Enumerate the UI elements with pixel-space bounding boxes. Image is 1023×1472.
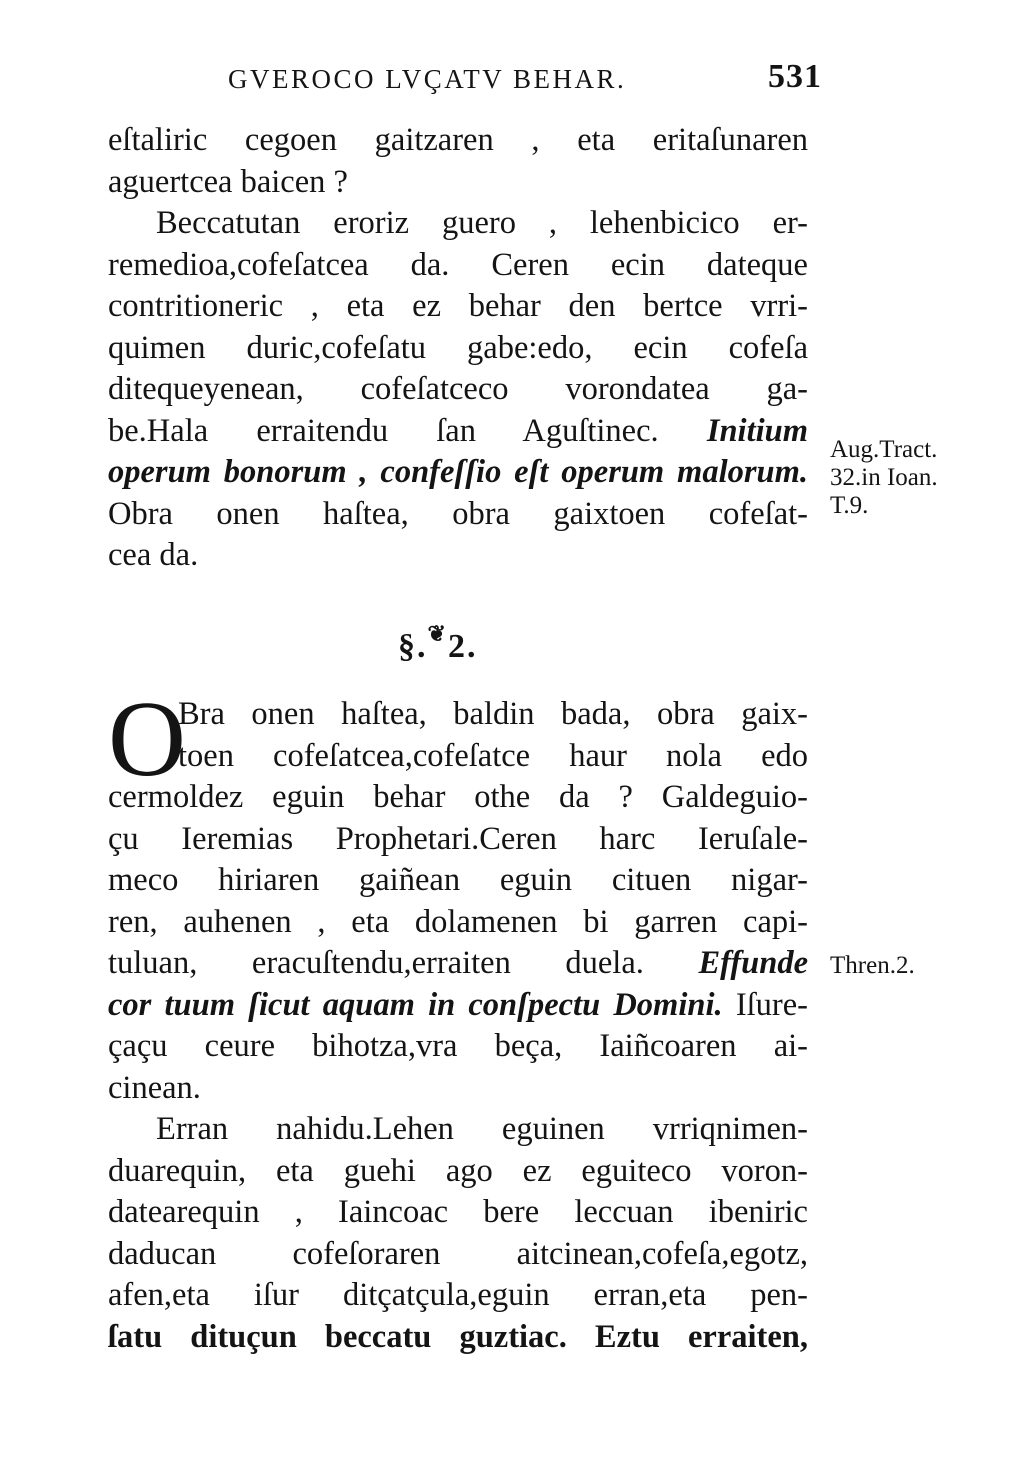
margin-note-line: 32.in Ioan. — [830, 464, 938, 491]
text-run: be.Hala erraitendu ſan Aguſtinec. — [108, 412, 659, 449]
drop-cap: O — [108, 680, 186, 799]
text-line: Bra onen haſtea, baldin bada, obra gaix- — [178, 696, 808, 732]
text-line — [108, 985, 808, 1027]
paragraph-block-1 — [108, 120, 808, 577]
text-line: aguertcea baicen ? — [108, 163, 348, 200]
text-line: ren, auhenen , eta dolamenen bi garren capi- — [108, 903, 808, 940]
text-line: afen,eta iſur ditçatçula,eguin erran,eta pen- — [108, 1277, 808, 1313]
margin-note-line: Aug.Tract. — [830, 436, 938, 463]
text-run: tuluan, eracuſtendu,erraiten duela. — [108, 945, 644, 981]
text-line: eſtaliric cegoen gaitzaren , eta eritaſunaren — [108, 122, 808, 158]
text-line: cinean. — [108, 1069, 201, 1106]
page-number: 531 — [768, 58, 822, 95]
text-line: contritioneric , eta ez behar den bertce vrri- — [108, 288, 808, 324]
text-line: daducan cofeſoraren aitcinean,cofeſa,egotz, — [108, 1235, 808, 1272]
text-line: quimen duric,cofeſatu gabe:edo, ecin cofeſa — [108, 329, 808, 366]
ornament-icon: ❦ — [427, 621, 448, 646]
text-line: Beccatutan eroriz guero , lehenbicico er- — [156, 205, 808, 241]
text-line: çaçu ceure bihotza,vra beça, Iaiñcoaren ai- — [108, 1028, 808, 1064]
text-run: Iſure- — [735, 986, 808, 1023]
text-line: ditequeyenean, cofeſatceco vorondatea ga- — [108, 371, 808, 407]
text-line: cea da. — [108, 537, 199, 573]
text-line: remedioa,cofeſatcea da. Ceren ecin dateque — [108, 246, 808, 283]
page-header — [228, 58, 822, 96]
text-line: duarequin, eta guehi ago ez eguiteco voron- — [108, 1152, 808, 1189]
text-line: cermoldez eguin behar othe da ? Galdeguio- — [108, 779, 808, 815]
text-line: datearequin , Iaincoac bere leccuan ibeniric — [108, 1194, 808, 1230]
section-sign: §. — [398, 628, 428, 665]
margin-note-line: T.9. — [830, 492, 869, 519]
text-line: toen cofeſatcea,cofeſatce haur nola edo — [178, 737, 808, 774]
text-line: Erran nahidu.Lehen eguinen vrriqnimen- — [156, 1111, 808, 1147]
text-line — [108, 943, 808, 985]
margin-note-augustine — [830, 436, 938, 520]
latin-quote: Initium — [706, 412, 808, 449]
section-heading — [398, 621, 478, 666]
paragraph-block-2 — [108, 694, 808, 1358]
text-line — [108, 411, 808, 453]
text-line: ſatu dituçun beccatu guztiac. Eztu erraiten, — [108, 1318, 808, 1355]
latin-quote-line: operum bonorum , confeſſio eſt operum malorum. — [108, 454, 808, 490]
text-line: Obra onen haſtea, obra gaixtoen cofeſat- — [108, 495, 808, 532]
section-number: 2. — [447, 628, 478, 665]
margin-note-threni: Thren.2. — [830, 952, 915, 979]
running-head: GVEROCO LVÇATV BEHAR. — [228, 64, 627, 94]
latin-quote: cor tuum ſicut aquam in conſpectu Domini. — [108, 986, 723, 1023]
text-line: çu Ieremias Prophetari.Ceren harc Ieruſale- — [108, 820, 808, 857]
latin-quote: Effunde — [698, 945, 808, 981]
text-line: meco hiriaren gaiñean eguin cituen nigar- — [108, 862, 808, 898]
